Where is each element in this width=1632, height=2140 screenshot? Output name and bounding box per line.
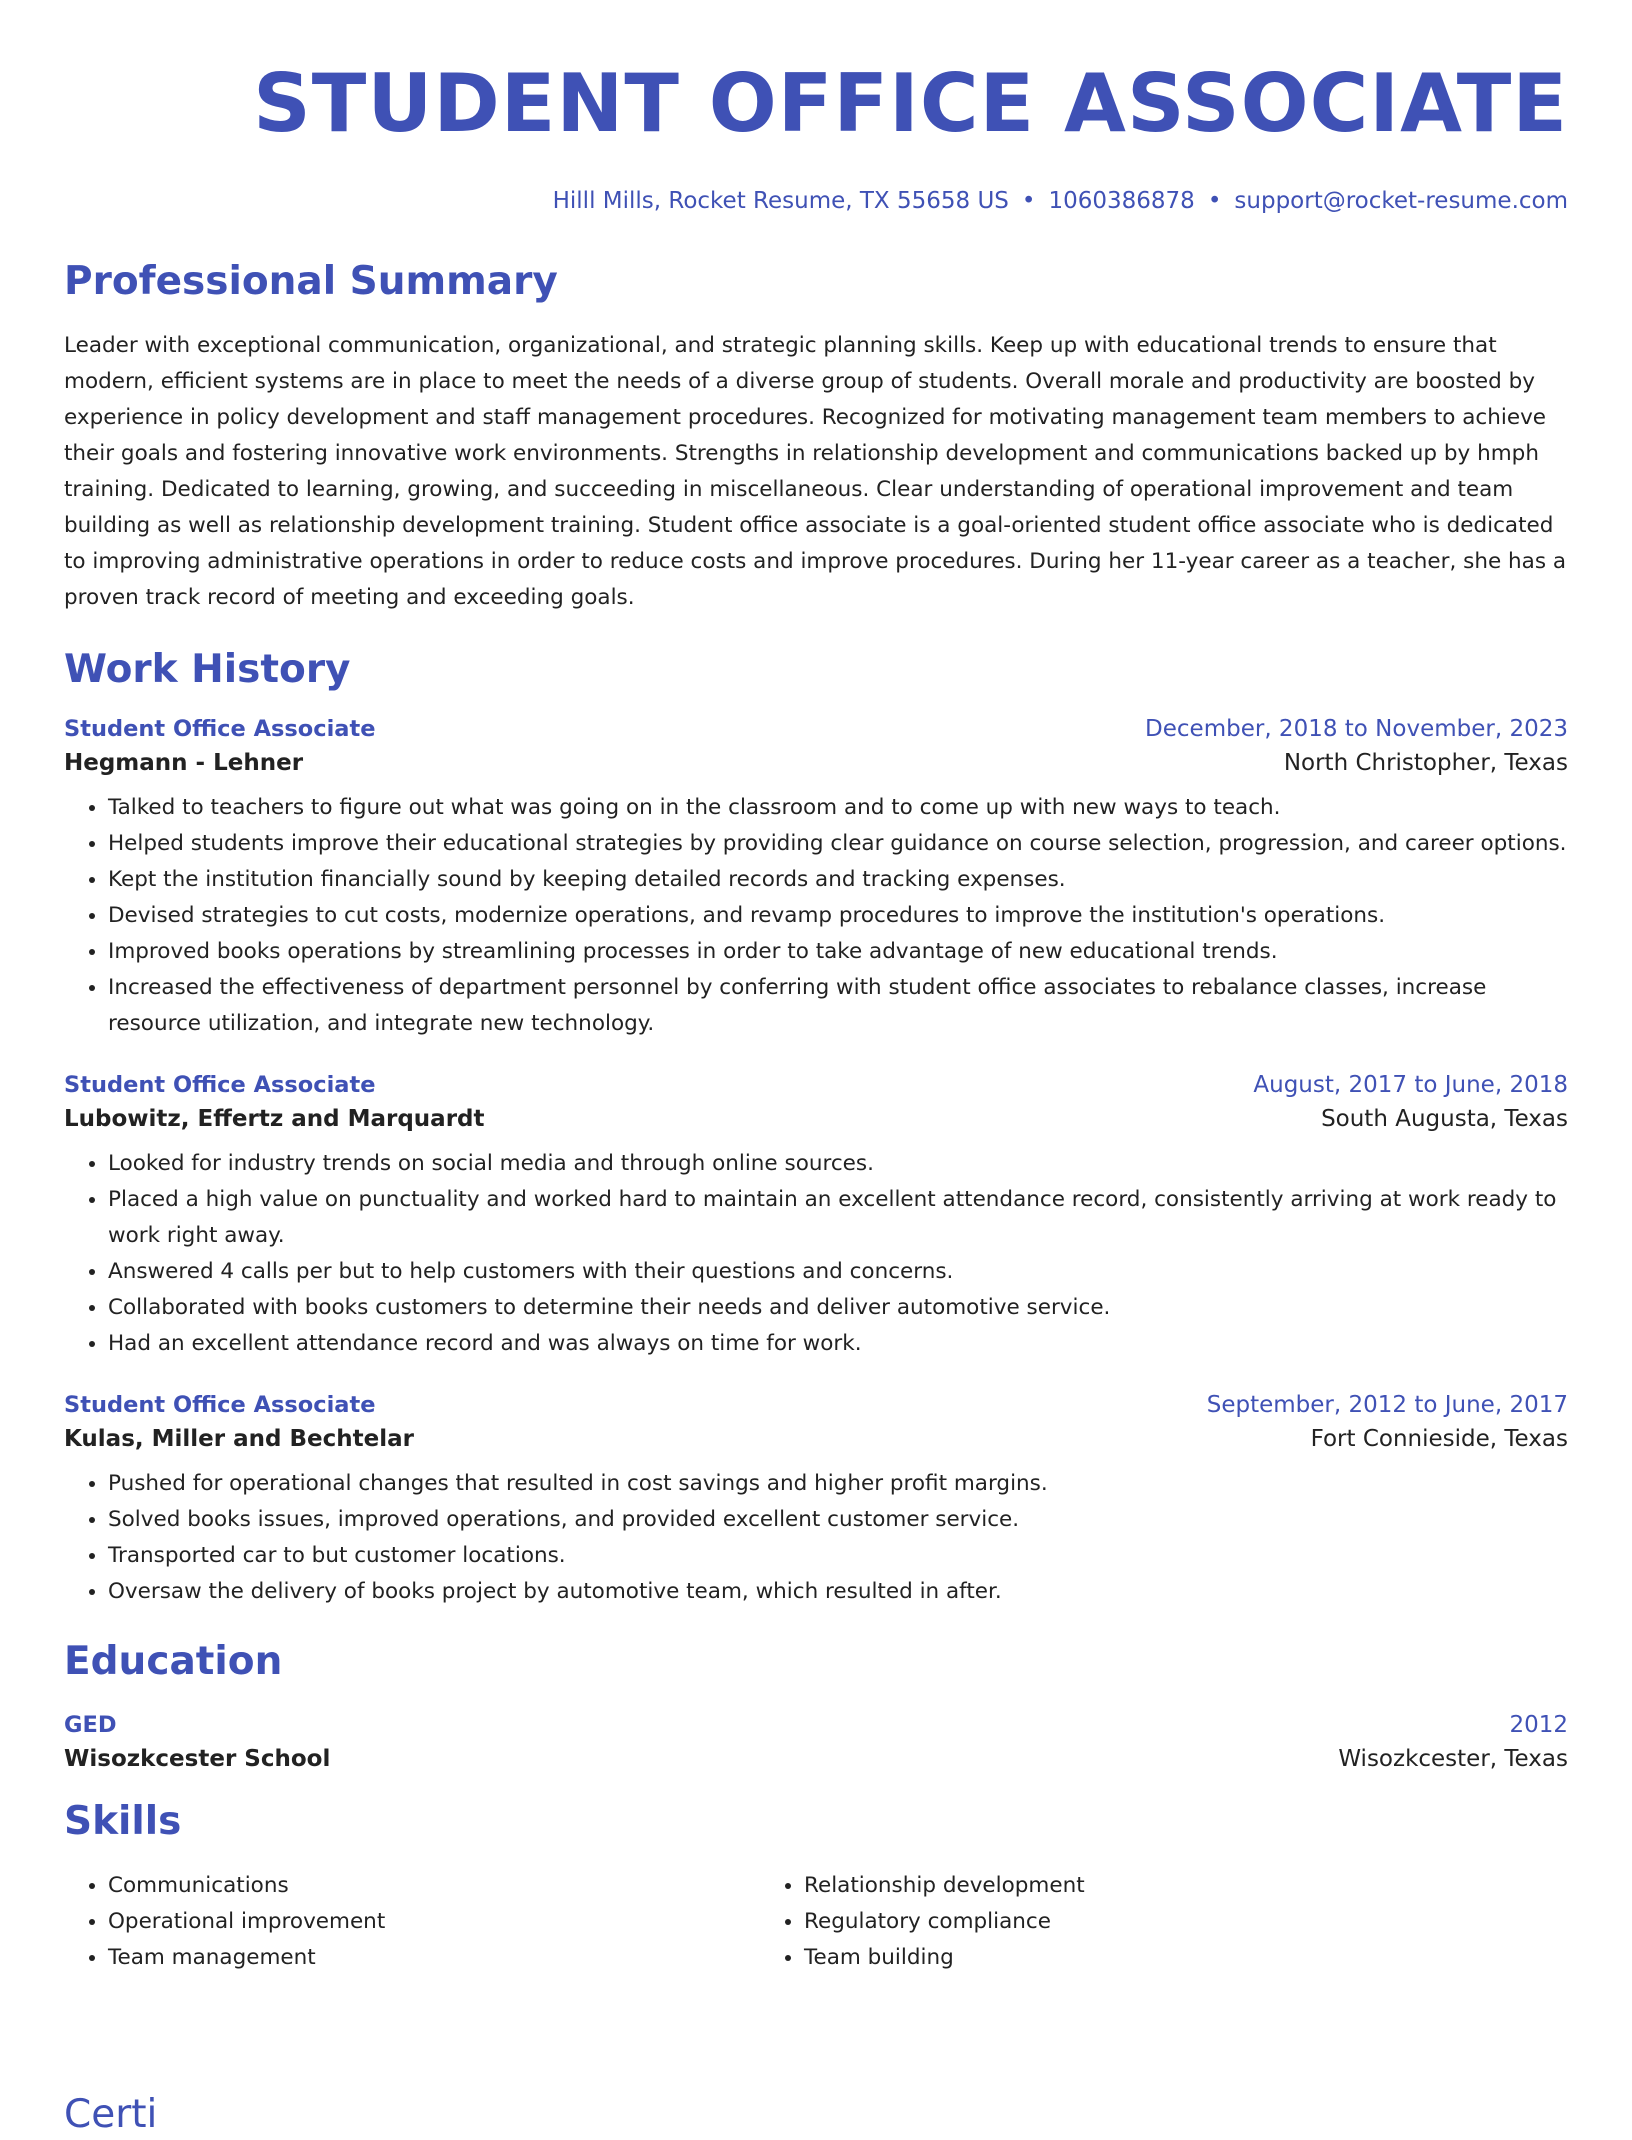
- bullet-item: • Devised strategies to cut costs, modernize operations, and revamp procedures to improve the institution's operations.: [108, 898, 1568, 934]
- bullet-item: • Transported car to but customer locations.: [108, 1538, 1568, 1574]
- skills-column-left: [64, 1868, 760, 1976]
- job-company: Lubowitz, Effertz and Marquardt: [64, 1106, 485, 1132]
- contact-phone: 1060386878: [1048, 188, 1195, 214]
- bullet-item: • Collaborated with books customers to determine their needs and deliver automotive service.: [108, 1290, 1568, 1326]
- bullet-item: • Helped students improve their educational strategies by providing clear guidance on course selection, progression, and career options.: [108, 826, 1568, 862]
- separator-dot: •: [1207, 188, 1222, 214]
- job-dates: September, 2012 to June, 2017: [1206, 1392, 1568, 1418]
- skills-list: [64, 1868, 1568, 1976]
- bullet-item: • Increased the effectiveness of department personnel by conferring with student office associates to rebalance classes, increase resource utilization, and integrate new technology.: [108, 970, 1568, 1042]
- contact-email: support@rocket-resume.com: [1234, 188, 1568, 214]
- separator-dot: •: [1021, 188, 1036, 214]
- work-history-heading: Work History: [64, 647, 351, 692]
- job-location: Fort Connieside, Texas: [1310, 1426, 1568, 1452]
- job-location: North Christopher, Texas: [1283, 750, 1568, 776]
- bullet-item: • Improved books operations by streamlining processes in order to take advantage of new educational trends.: [108, 934, 1568, 970]
- job-entry: [64, 716, 1568, 1042]
- skill-item: • Team management: [108, 1940, 760, 1976]
- job-title: Student Office Associate: [64, 716, 376, 742]
- job-company: Kulas, Miller and Bechtelar: [64, 1426, 414, 1452]
- job-entry: [64, 1392, 1568, 1610]
- bullet-item: • Pushed for operational changes that resulted in cost savings and higher profit margins.: [108, 1466, 1568, 1502]
- bullet-item: • Looked for industry trends on social media and through online sources.: [108, 1146, 1568, 1182]
- contact-line: [64, 188, 1568, 214]
- education-location: Wisozkcester, Texas: [1338, 1746, 1568, 1772]
- next-section-heading-partial: [64, 2080, 204, 2140]
- bullet-item: • Answered 4 calls per but to help customers with their questions and concerns.: [108, 1254, 1568, 1290]
- resume-name: STUDENT OFFICE ASSOCIATE: [253, 57, 1568, 150]
- next-section-heading-text: Certi: [64, 2092, 158, 2137]
- education-degree: GED: [64, 1712, 117, 1738]
- job-bullets: [64, 1146, 1568, 1362]
- job-location: South Augusta, Texas: [1321, 1106, 1568, 1132]
- job-title: Student Office Associate: [64, 1392, 376, 1418]
- summary-heading: Professional Summary: [64, 259, 558, 304]
- summary-text: Leader with exceptional communication, organizational, and strategic planning skills. Keep up with educational trends to ensure that modern, efficient systems are in place to meet the needs of a diverse group of students. Overall morale and productivity are boosted by experience in policy development and staff management procedures. Recognized for motivating management team members to achieve their goals and fostering innovative work environments. Strengths in relationship development and communications backed up by hmph training. Dedicated to learning, growing, and succeeding in miscellaneous. Clear understanding of operational improvement and team building as well as relationship development training. Student office associate is a goal-oriented student office associate who is dedicated to improving administrative operations in order to reduce costs and improve procedures. During her 11-year career as a teacher, she has a proven track record of meeting and exceeding goals.: [64, 333, 1567, 610]
- skill-item: • Operational improvement: [108, 1904, 760, 1940]
- job-title: Student Office Associate: [64, 1072, 376, 1098]
- bullet-item: • Placed a high value on punctuality and worked hard to maintain an excellent attendance record, consistently arriving at work ready to work right away.: [108, 1182, 1568, 1254]
- skill-item: • Communications: [108, 1868, 760, 1904]
- bullet-item: • Solved books issues, improved operations, and provided excellent customer service.: [108, 1502, 1568, 1538]
- job-bullets: [64, 790, 1568, 1042]
- job-dates: August, 2017 to June, 2018: [1253, 1072, 1568, 1098]
- bullet-item: • Oversaw the delivery of books project by automotive team, which resulted in after.: [108, 1574, 1568, 1610]
- job-bullets: [64, 1466, 1568, 1610]
- skill-item: • Regulatory compliance: [804, 1904, 1456, 1940]
- bullet-item: • Kept the institution financially sound by keeping detailed records and tracking expenses.: [108, 862, 1568, 898]
- education-year: 2012: [1509, 1712, 1568, 1738]
- skill-item: • Team building: [804, 1940, 1456, 1976]
- education-heading: Education: [64, 1639, 283, 1684]
- bullet-item: • Talked to teachers to figure out what was going on in the classroom and to come up with new ways to teach.: [108, 790, 1568, 826]
- skill-item: • Relationship development: [804, 1868, 1456, 1904]
- education-school: Wisozkcester School: [64, 1746, 331, 1772]
- contact-address: Hilll Mills, Rocket Resume, TX 55658 US: [552, 188, 1009, 214]
- education-entry: [64, 1712, 1568, 1772]
- skills-heading: Skills: [64, 1799, 182, 1844]
- skills-column-right: [760, 1868, 1456, 1976]
- job-entry: [64, 1072, 1568, 1362]
- bullet-item: • Had an excellent attendance record and was always on time for work.: [108, 1326, 1568, 1362]
- job-company: Hegmann - Lehner: [64, 750, 304, 776]
- job-dates: December, 2018 to November, 2023: [1145, 716, 1568, 742]
